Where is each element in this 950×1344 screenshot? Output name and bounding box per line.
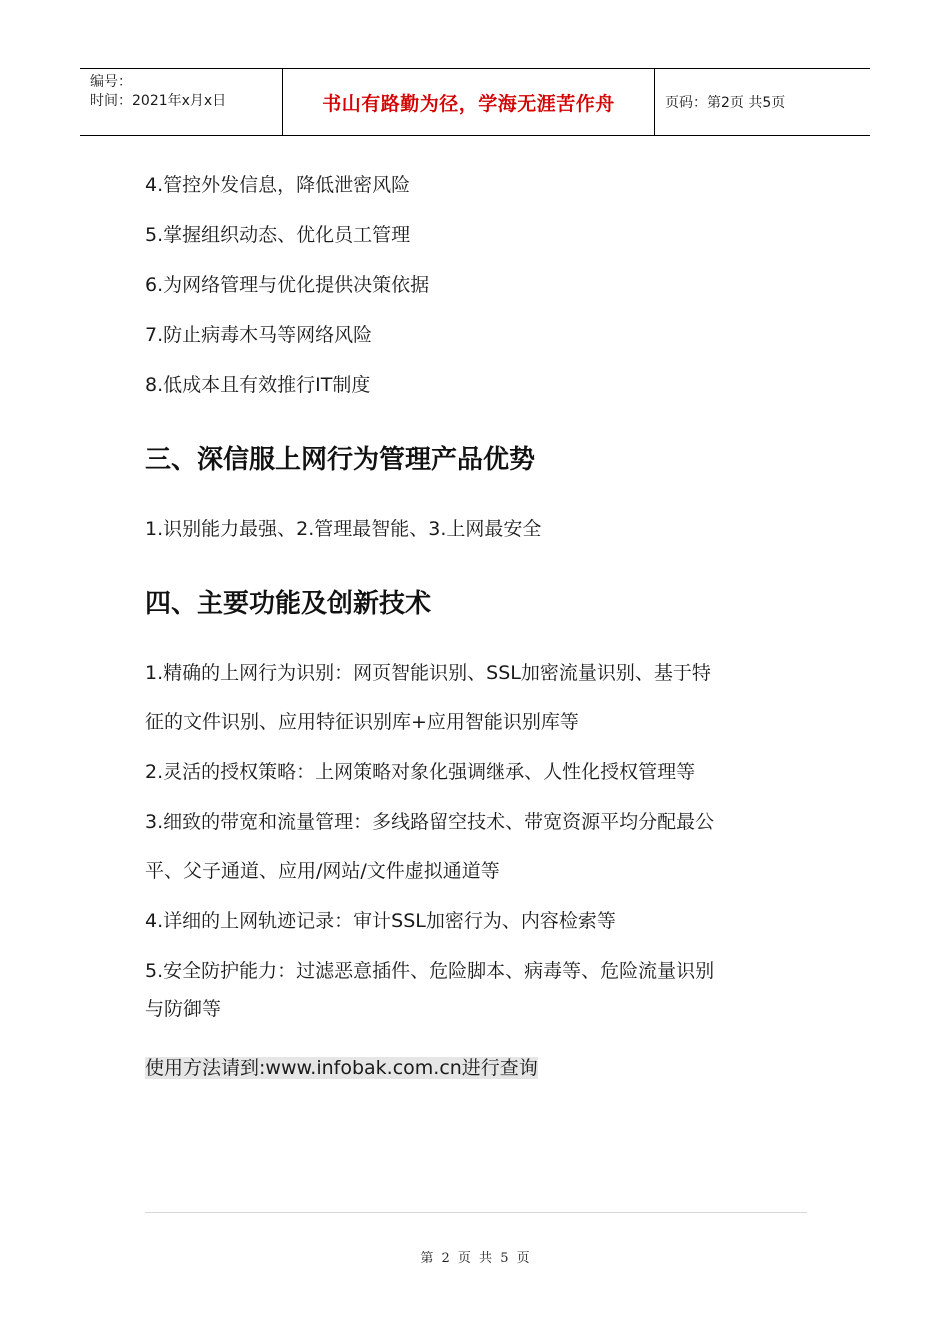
feature-line: 平、父子通道、应用/网站/文件虚拟通道等 bbox=[145, 860, 500, 882]
feature-line: 3.细致的带宽和流量管理：多线路留空技术、带宽资源平均分配最公 bbox=[145, 811, 715, 833]
list-item: 4.管控外发信息，降低泄密风险 bbox=[145, 174, 411, 196]
document-header-table bbox=[80, 68, 870, 136]
header-motto: 书山有路勤为径，学海无涯苦作舟 bbox=[322, 92, 615, 115]
usage-note bbox=[145, 1053, 538, 1080]
list-item: 5.掌握组织动态、优化员工管理 bbox=[145, 224, 411, 246]
list-item: 6.为网络管理与优化提供决策依据 bbox=[145, 274, 430, 296]
list-item: 8.低成本且有效推行IT制度 bbox=[145, 374, 371, 396]
feature-line: 5.安全防护能力：过滤恶意插件、危险脚本、病毒等、危险流量识别 bbox=[145, 960, 715, 982]
header-number-label: 编号： bbox=[90, 74, 132, 90]
header-meta-cell bbox=[80, 69, 283, 135]
section-heading-advantages: 三、深信服上网行为管理产品优势 bbox=[145, 445, 536, 475]
footer-divider bbox=[145, 1212, 807, 1213]
usage-note-text: 使用方法请到:www.infobak.com.cn进行查询 bbox=[145, 1057, 538, 1079]
feature-line: 1.精确的上网行为识别：网页智能识别、SSL加密流量识别、基于特 bbox=[145, 662, 711, 684]
header-page-cell bbox=[655, 69, 870, 135]
header-time-label: 时间：2021年x月x日 bbox=[90, 93, 227, 109]
header-page-info: 页码：第2页 共5页 bbox=[665, 95, 786, 111]
feature-line: 2.灵活的授权策略：上网策略对象化强调继承、人性化授权管理等 bbox=[145, 761, 696, 783]
feature-line: 4.详细的上网轨迹记录：审计SSL加密行为、内容检索等 bbox=[145, 910, 616, 932]
advantages-text: 1.识别能力最强、2.管理最智能、3.上网最安全 bbox=[145, 518, 542, 540]
feature-line: 征的文件识别、应用特征识别库+应用智能识别库等 bbox=[145, 711, 579, 733]
footer-page-number: 第 2 页 共 5 页 bbox=[420, 1251, 530, 1266]
feature-line: 与防御等 bbox=[145, 998, 222, 1020]
list-item: 7.防止病毒木马等网络风险 bbox=[145, 324, 373, 346]
section-heading-features: 四、主要功能及创新技术 bbox=[145, 589, 432, 619]
header-motto-cell bbox=[283, 69, 655, 135]
